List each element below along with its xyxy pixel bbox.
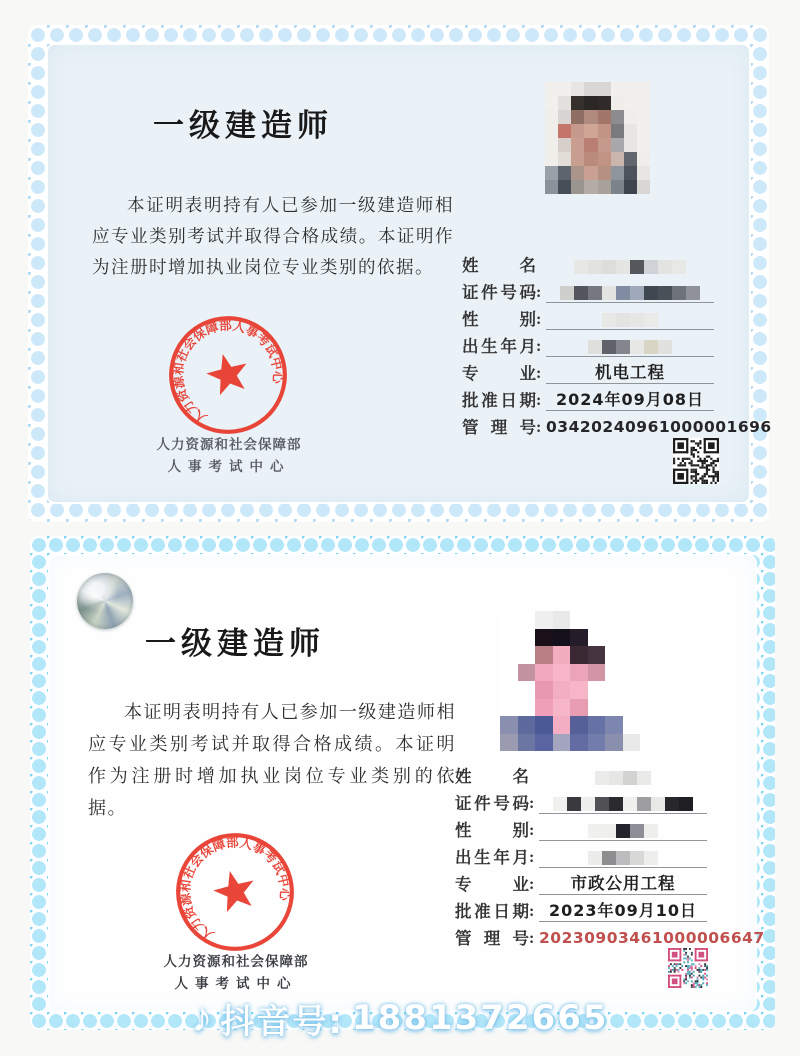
photo-pixel: [588, 681, 606, 699]
redaction-mosaic-block: [672, 286, 686, 300]
douyin-note-icon: ♪: [191, 995, 213, 1041]
photo-pixel: [535, 611, 553, 629]
certificate-body: 本证明表明持有人已参加一级建造师相应专业类别考试并取得合格成绩。本证明作为注册时增加执业岗位专业类别的依据。: [88, 702, 456, 818]
photo-pixel: [570, 734, 588, 752]
redaction-mosaic-block: [616, 286, 630, 300]
photo-pixel: [588, 629, 606, 647]
photo-pixel: [605, 611, 623, 629]
photo-pixel: [500, 734, 518, 752]
photo-pixel: [553, 664, 571, 682]
douyin-watermark: [160, 990, 640, 1046]
photo-pixel: [535, 699, 553, 717]
photo-pixel: [535, 629, 553, 647]
redaction-mosaic-block: [672, 260, 686, 274]
photo-pixel: [623, 681, 641, 699]
field-colon: :: [529, 849, 535, 866]
field-row: [462, 303, 746, 330]
photo-pixel: [545, 166, 558, 180]
certificate-top: [28, 25, 772, 522]
photo-pixel: [545, 152, 558, 166]
photo-pixel: [588, 716, 606, 734]
photo-pixel: [558, 180, 571, 194]
seal-star-icon: [203, 349, 253, 397]
photo-pixel: [598, 96, 611, 110]
photo-pixel: [570, 664, 588, 682]
photo-pixel: [624, 152, 637, 166]
photo-pixel: [637, 82, 650, 96]
field-colon: :: [536, 392, 542, 409]
field-value: [546, 335, 714, 357]
field-row: [455, 922, 765, 949]
photo-pixel: [611, 124, 624, 138]
photo-pixel: [637, 152, 650, 166]
photo-pixel: [598, 180, 611, 194]
field-label: 姓名: [462, 256, 536, 275]
field-colon: :: [536, 338, 542, 355]
photo-pixel: [558, 124, 571, 138]
photo-pixel: [571, 96, 584, 110]
certificate-title: 一级建造师: [153, 108, 333, 143]
photo-pixel: [570, 681, 588, 699]
photo-pixel: [624, 96, 637, 110]
redaction-mosaic-block: [658, 340, 672, 354]
seal-caption-line2: 人事考试中心: [174, 976, 298, 991]
field-label: 证件号码: [455, 794, 529, 813]
redaction-mosaic-block: [616, 313, 630, 327]
field-row: [455, 841, 739, 868]
photo-pixel: [570, 611, 588, 629]
photo-pixel: [545, 110, 558, 124]
photo-pixel: [570, 716, 588, 734]
field-row: [455, 760, 739, 787]
photo-pixel: [500, 629, 518, 647]
field-colon: :: [536, 284, 542, 301]
redaction-mosaic-block: [581, 797, 595, 811]
field-colon: :: [529, 930, 535, 947]
watermark-number: 1881372665: [352, 998, 609, 1038]
photo-pixel: [500, 664, 518, 682]
field-row: [455, 895, 739, 922]
photo-pixel: [623, 611, 641, 629]
photo-pixel: [570, 646, 588, 664]
photo-pixel: [598, 138, 611, 152]
redaction-mosaic-block: [630, 340, 644, 354]
redaction-mosaic-block: [588, 851, 602, 865]
redaction-mosaic-block: [567, 797, 581, 811]
redaction-mosaic-block: [602, 286, 616, 300]
field-value: 2023年09月10日: [539, 900, 707, 922]
photo-pixel: [605, 716, 623, 734]
photo-pixel: [584, 138, 597, 152]
photo-pixel: [570, 629, 588, 647]
redaction-mosaic-block: [630, 851, 644, 865]
seal-ring-text: 人力资源和社会保障部人事考试中心: [177, 834, 293, 944]
redaction-mosaic-block: [595, 771, 609, 785]
qr-code: [668, 948, 708, 988]
redaction-mosaic-block: [630, 313, 644, 327]
field-value: 2024年09月08日: [546, 389, 714, 411]
redaction-mosaic-block: [644, 824, 658, 838]
photo-pixel: [605, 681, 623, 699]
certificate-bottom: [30, 536, 775, 1030]
field-row: [462, 384, 746, 411]
photo-pixel: [588, 611, 606, 629]
certificate-body: 本证明表明持有人已参加一级建造师相应专业类别考试并取得合格成绩。本证明作为注册时增加执业岗位专业类别的依据。: [92, 195, 454, 277]
redaction-mosaic-block: [630, 260, 644, 274]
photo-pixel: [518, 681, 536, 699]
photo-pixel: [588, 734, 606, 752]
redaction-mosaic-block: [630, 824, 644, 838]
photo-pixel: [553, 611, 571, 629]
photo-pixel: [535, 716, 553, 734]
photo-pixel: [584, 166, 597, 180]
photo-pixel: [571, 166, 584, 180]
redaction-mosaic-block: [609, 771, 623, 785]
redaction-mosaic-block: [602, 851, 616, 865]
photo-pixel: [637, 166, 650, 180]
photo-pixel: [605, 734, 623, 752]
field-label: 姓名: [455, 767, 529, 786]
field-row: [462, 249, 746, 276]
field-row: [455, 868, 739, 895]
photo-pixel: [518, 646, 536, 664]
photo-pixel: [500, 699, 518, 717]
field-label: 出生年月: [455, 848, 529, 867]
seal-caption-line1: 人力资源和社会保障部: [156, 437, 302, 452]
field-value: [539, 819, 707, 841]
fields-block: [462, 249, 772, 438]
redaction-mosaic-block: [602, 260, 616, 274]
seal-ring-text: 人力资源和社会保障部人事考试中心: [170, 317, 286, 427]
field-label: 专业: [462, 364, 536, 383]
photo-pixel: [558, 110, 571, 124]
redaction-mosaic-block: [658, 286, 672, 300]
field-value: [539, 792, 707, 814]
redaction-mosaic-block: [616, 824, 630, 838]
photo-pixel: [637, 110, 650, 124]
redaction-mosaic-block: [623, 797, 637, 811]
redaction-mosaic-block: [637, 797, 651, 811]
redaction-mosaic-block: [644, 313, 658, 327]
field-colon: :: [529, 795, 535, 812]
photo-pixel: [605, 629, 623, 647]
photo-pixel: [518, 734, 536, 752]
photo-pixel: [637, 180, 650, 194]
photo-pixel: [637, 96, 650, 110]
seal-star-icon: [210, 866, 260, 914]
field-value: [546, 308, 714, 330]
photo-pixel: [545, 138, 558, 152]
photo-pixel: [623, 716, 641, 734]
redaction-mosaic-block: [630, 286, 644, 300]
photo-pixel: [611, 152, 624, 166]
photo-pixel: [611, 180, 624, 194]
photo-pixel: [535, 681, 553, 699]
photo-pixel: [545, 124, 558, 138]
field-label: 管理号: [455, 929, 529, 948]
photo-pixel: [553, 629, 571, 647]
photo-pixel: [611, 82, 624, 96]
photo-pixel: [545, 96, 558, 110]
redaction-mosaic-block: [602, 313, 616, 327]
photo-pixel: [605, 699, 623, 717]
redaction-mosaic-block: [602, 340, 616, 354]
photo-pixel: [623, 734, 641, 752]
photo-pixel: [624, 110, 637, 124]
field-value: 20230903461000006647: [539, 929, 765, 947]
photo-pixel: [624, 166, 637, 180]
photo-pixel: [605, 664, 623, 682]
field-colon: :: [529, 903, 535, 920]
photo-pixel: [558, 96, 571, 110]
photo-pixel: [500, 716, 518, 734]
field-row: [462, 411, 772, 438]
redaction-mosaic-block: [574, 286, 588, 300]
photo-pixel: [553, 681, 571, 699]
photo-pixel: [588, 646, 606, 664]
redaction-mosaic-block: [553, 797, 567, 811]
photo-pixel: [545, 180, 558, 194]
field-value: [546, 255, 714, 276]
photo-pixel: [611, 110, 624, 124]
qr-code: [673, 438, 719, 484]
id-photo: [545, 82, 650, 194]
seal-caption: [136, 433, 322, 475]
photo-pixel: [500, 646, 518, 664]
field-colon: :: [529, 822, 535, 839]
field-label: 证件号码: [462, 283, 536, 302]
photo-pixel: [558, 138, 571, 152]
photo-pixel: [624, 82, 637, 96]
photo-pixel: [553, 716, 571, 734]
field-colon: :: [536, 365, 542, 382]
photo-pixel: [535, 664, 553, 682]
field-colon: :: [536, 311, 542, 328]
field-value: [539, 766, 707, 787]
field-value: [546, 281, 714, 303]
photo-pixel: [623, 646, 641, 664]
redaction-mosaic-block: [679, 797, 693, 811]
photo-pixel: [584, 96, 597, 110]
redaction-mosaic-block: [616, 851, 630, 865]
field-label: 出生年月: [462, 337, 536, 356]
photo-pixel: [535, 646, 553, 664]
photo-pixel: [500, 611, 518, 629]
field-value: [539, 846, 707, 868]
photo-pixel: [588, 664, 606, 682]
photo-pixel: [518, 664, 536, 682]
photo-pixel: [584, 82, 597, 96]
photo-pixel: [518, 716, 536, 734]
photo-pixel: [558, 82, 571, 96]
redaction-mosaic-block: [616, 260, 630, 274]
photo-pixel: [558, 152, 571, 166]
field-label: 批准日期: [455, 902, 529, 921]
redaction-mosaic-block: [623, 771, 637, 785]
photo-pixel: [598, 124, 611, 138]
field-value: 03420240961000001696: [546, 418, 772, 436]
field-colon: :: [529, 876, 535, 893]
photo-pixel: [570, 699, 588, 717]
redaction-mosaic-block: [665, 797, 679, 811]
redaction-mosaic-block: [637, 771, 651, 785]
photo-pixel: [637, 124, 650, 138]
photo-pixel: [624, 124, 637, 138]
photo-pixel: [571, 152, 584, 166]
certificate-title: 一级建造师: [145, 626, 325, 661]
field-row: [462, 330, 746, 357]
redaction-mosaic-block: [588, 260, 602, 274]
redaction-mosaic-block: [658, 260, 672, 274]
redaction-mosaic-block: [574, 260, 588, 274]
photo-pixel: [584, 152, 597, 166]
photo-pixel: [553, 734, 571, 752]
field-label: 批准日期: [462, 391, 536, 410]
redaction-mosaic-block: [686, 286, 700, 300]
redaction-mosaic-block: [644, 286, 658, 300]
field-value: 市政公用工程: [539, 873, 707, 895]
photo-pixel: [605, 646, 623, 664]
redaction-mosaic-block: [595, 797, 609, 811]
photo-pixel: [584, 110, 597, 124]
field-label: 性别: [462, 310, 536, 329]
photo-pixel: [553, 646, 571, 664]
redaction-mosaic-block: [588, 340, 602, 354]
photo-pixel: [553, 699, 571, 717]
redaction-mosaic-block: [616, 340, 630, 354]
photo-pixel: [623, 629, 641, 647]
redaction-mosaic-block: [588, 286, 602, 300]
redaction-mosaic-block: [602, 824, 616, 838]
field-row: [455, 787, 739, 814]
field-row: [462, 357, 746, 384]
field-label: 管理号: [462, 418, 536, 437]
photo-pixel: [545, 82, 558, 96]
redaction-mosaic-block: [644, 260, 658, 274]
photo-pixel: [611, 138, 624, 152]
photo-pixel: [598, 166, 611, 180]
redaction-mosaic-block: [609, 797, 623, 811]
fields-block: [455, 760, 765, 949]
photo-pixel: [598, 110, 611, 124]
photo-pixel: [624, 138, 637, 152]
photo-pixel: [611, 166, 624, 180]
seal-caption-line1: 人力资源和社会保障部: [163, 954, 309, 969]
photo-pixel: [558, 166, 571, 180]
photo-pixel: [624, 180, 637, 194]
field-colon: :: [536, 419, 542, 436]
id-photo: [500, 611, 640, 751]
redaction-mosaic-block: [644, 340, 658, 354]
watermark-label: 抖音号:: [220, 1001, 345, 1042]
photo-pixel: [637, 138, 650, 152]
seal-caption-line2: 人事考试中心: [167, 459, 291, 474]
photo-pixel: [584, 124, 597, 138]
photo-pixel: [518, 629, 536, 647]
photo-pixel: [598, 82, 611, 96]
photo-pixel: [571, 138, 584, 152]
redaction-mosaic-block: [651, 797, 665, 811]
photo-pixel: [535, 734, 553, 752]
photo-pixel: [598, 152, 611, 166]
photo-pixel: [623, 664, 641, 682]
photo-pixel: [623, 699, 641, 717]
photo-pixel: [518, 611, 536, 629]
photo-pixel: [588, 699, 606, 717]
photo-pixel: [571, 180, 584, 194]
redaction-mosaic-block: [560, 286, 574, 300]
field-row: [462, 276, 746, 303]
redaction-mosaic-block: [588, 824, 602, 838]
field-label: 性别: [455, 821, 529, 840]
field-label: 专业: [455, 875, 529, 894]
photo-pixel: [571, 110, 584, 124]
field-row: [455, 814, 739, 841]
seal-caption: [143, 950, 329, 992]
field-value: 机电工程: [546, 362, 714, 384]
photo-pixel: [584, 180, 597, 194]
photo-pixel: [611, 96, 624, 110]
photo-pixel: [518, 699, 536, 717]
photo-pixel: [500, 681, 518, 699]
photo-pixel: [571, 124, 584, 138]
redaction-mosaic-block: [644, 851, 658, 865]
photo-pixel: [571, 82, 584, 96]
